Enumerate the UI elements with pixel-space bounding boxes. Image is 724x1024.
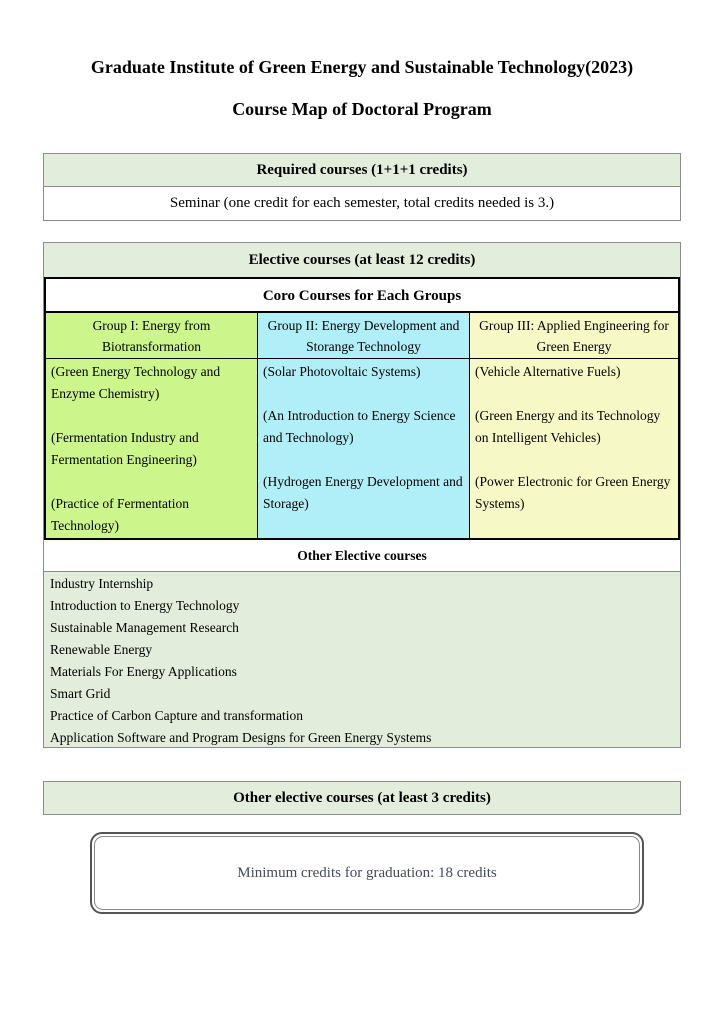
group-1-course: (Green Energy Technology and Enzyme Chemistry) — [51, 364, 221, 401]
other-elective-courses-heading: Other elective courses (at least 3 credits) — [44, 782, 680, 814]
other-elective-heading: Other Elective courses — [44, 540, 680, 572]
other-elective-box — [43, 781, 681, 815]
group-3-course: (Green Energy and its Technology on Intelligent Vehicles) — [475, 408, 661, 445]
elective-courses-box — [43, 242, 681, 748]
list-item: Practice of Carbon Capture and transformation — [50, 708, 304, 723]
group-1-course: (Fermentation Industry and Fermentation Engineering) — [51, 430, 199, 467]
core-groups — [46, 313, 678, 538]
list-item: Application Software and Program Designs for Green Energy Systems — [50, 730, 432, 745]
list-item: Smart Grid — [50, 686, 111, 701]
group-2-course: (An Introduction to Energy Science and Technology) — [263, 408, 456, 445]
group-3-course: (Power Electronic for Green Energy Systems) — [475, 474, 671, 511]
other-elective-list — [50, 573, 431, 749]
group-2-heading: Group II: Energy Development and Storange Technology — [258, 313, 469, 359]
required-courses-heading: Required courses (1+1+1 credits) — [44, 154, 680, 187]
group-2-column — [258, 313, 470, 538]
elective-courses-heading: Elective courses (at least 12 credits) — [44, 243, 680, 277]
list-item: Materials For Energy Applications — [50, 664, 237, 679]
list-item: Sustainable Management Research — [50, 620, 239, 635]
document-title: Graduate Institute of Green Energy and Sustainable Technology(2023) — [90, 57, 634, 77]
group-2-course: (Solar Photovoltaic Systems) — [263, 364, 421, 379]
required-courses-box — [43, 153, 681, 221]
list-item: Industry Internship — [50, 576, 154, 591]
group-3-heading: Group III: Applied Engineering for Green Energy — [470, 313, 678, 359]
graduation-credits-text: Minimum credits for graduation: 18 credits — [237, 865, 497, 881]
required-courses-body: Seminar (one credit for each semester, total credits needed is 3.) — [169, 195, 555, 211]
group-3-course-list — [470, 359, 678, 515]
core-courses-table — [44, 277, 680, 540]
group-2-course: (Hydrogen Energy Development and Storage) — [263, 474, 463, 511]
group-3-column — [470, 313, 678, 538]
list-item: Introduction to Energy Technology — [50, 598, 240, 613]
group-2-course-list — [258, 359, 469, 515]
graduation-credits-box — [90, 832, 644, 914]
group-1-course: (Practice of Fermentation Technology) — [51, 496, 189, 533]
core-courses-heading: Coro Courses for Each Groups — [46, 279, 678, 313]
group-3-course: (Vehicle Alternative Fuels) — [475, 364, 621, 379]
document-subtitle: Course Map of Doctoral Program — [232, 99, 492, 119]
group-1-course-list — [46, 359, 257, 537]
list-item: Renewable Energy — [50, 642, 153, 657]
group-1-heading: Group I: Energy from Biotransformation — [46, 313, 257, 359]
group-1-column — [46, 313, 258, 538]
